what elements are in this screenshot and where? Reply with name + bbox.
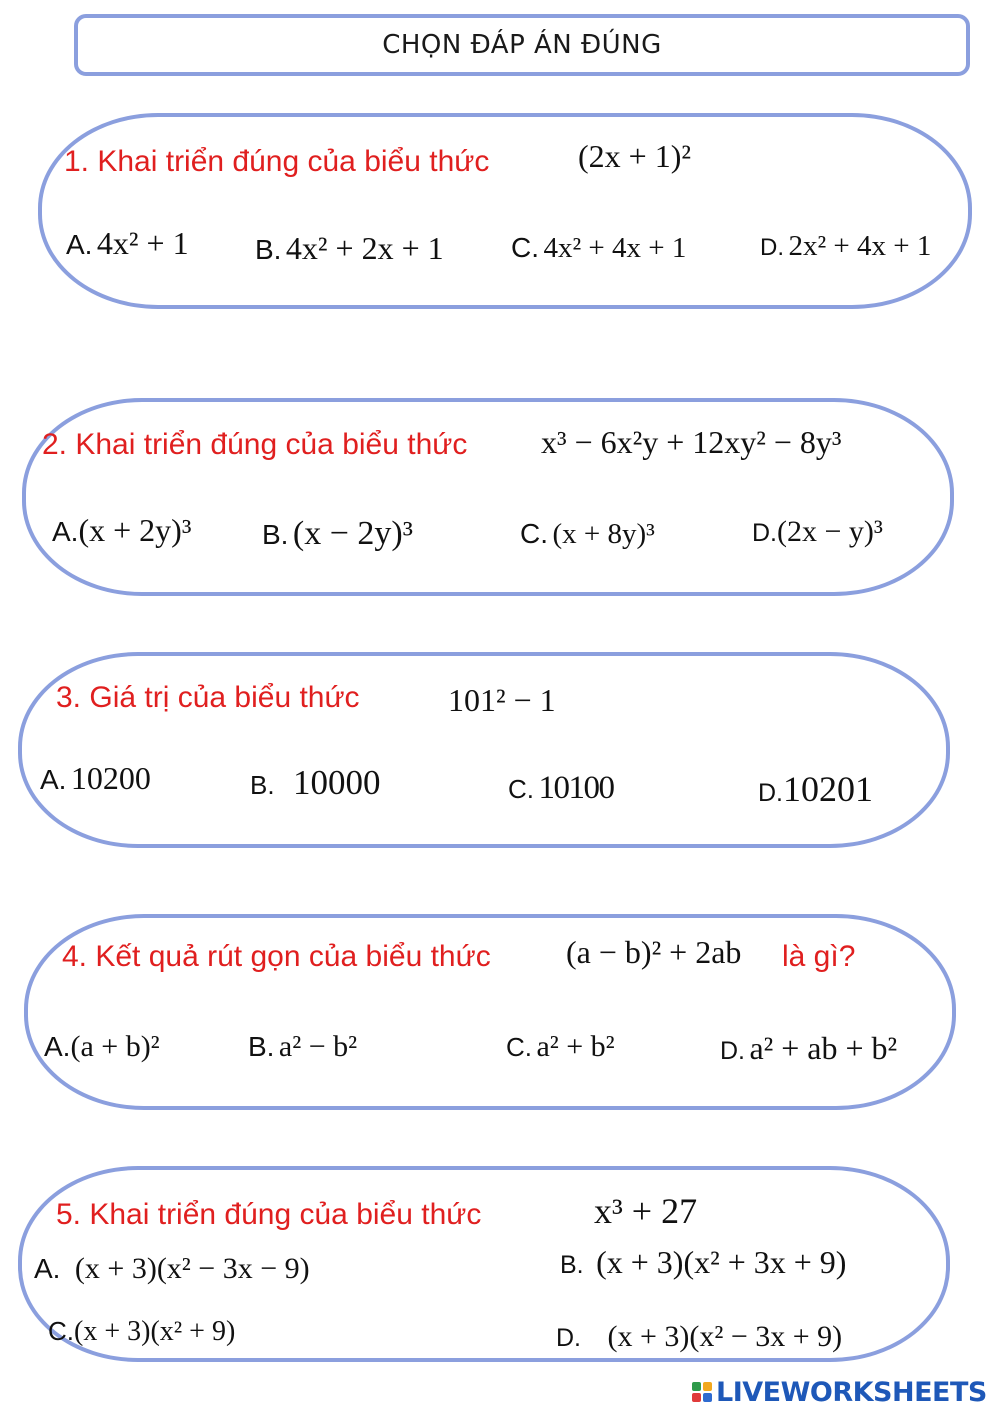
- option-letter: A.: [40, 764, 67, 795]
- option-letter: D.: [556, 1324, 581, 1352]
- option-letter: C.: [506, 1032, 532, 1062]
- option-letter: D.: [760, 234, 784, 261]
- question-1-prompt: 1. Khai triển đúng của biểu thức: [64, 145, 490, 178]
- question-5-prompt: 5. Khai triển đúng của biểu thức: [56, 1198, 482, 1231]
- option-letter: C.: [511, 232, 539, 263]
- option-value: (x + 2y)³: [78, 512, 192, 548]
- option-3c[interactable]: [508, 770, 613, 807]
- option-3d[interactable]: [758, 768, 873, 810]
- option-5a[interactable]: [34, 1252, 310, 1286]
- option-letter: C.: [48, 1316, 74, 1346]
- option-2b[interactable]: [262, 515, 413, 553]
- option-value: (x + 8y)³: [552, 518, 655, 550]
- brand-logo: [692, 1377, 992, 1407]
- option-value: 4x² + 1: [96, 225, 189, 261]
- option-letter: B.: [560, 1251, 584, 1279]
- question-2-expression: x³ − 6x²y + 12xy² − 8y³: [541, 424, 842, 460]
- option-letter: C.: [508, 774, 534, 804]
- option-4a[interactable]: [44, 1030, 160, 1064]
- option-value: a² + ab + b²: [749, 1030, 898, 1066]
- option-letter: D.: [758, 779, 783, 807]
- option-value: (2x − y)³: [777, 515, 883, 548]
- option-value: (x + 3)(x² + 3x + 9): [596, 1244, 847, 1280]
- brand-name: LIVEWORKSHEETS: [716, 1376, 987, 1408]
- option-value: a² − b²: [278, 1030, 358, 1063]
- option-3b[interactable]: [250, 763, 381, 803]
- option-1d[interactable]: [760, 230, 931, 263]
- option-value: 10200: [70, 760, 151, 796]
- option-5c[interactable]: [48, 1316, 235, 1348]
- option-letter: B.: [250, 770, 275, 800]
- option-value: 4x² + 2x + 1: [285, 230, 444, 266]
- option-letter: B.: [262, 519, 289, 550]
- option-letter: D.: [720, 1037, 745, 1065]
- option-3a[interactable]: [40, 760, 151, 797]
- option-1b[interactable]: [255, 230, 444, 267]
- option-2a[interactable]: [52, 512, 191, 549]
- option-value: 10000: [293, 763, 381, 802]
- option-value: (x + 3)(x² − 3x − 9): [74, 1252, 310, 1285]
- option-value: 2x² + 4x + 1: [788, 230, 932, 262]
- option-value: 10201: [783, 769, 873, 809]
- question-2-prompt: 2. Khai triển đúng của biểu thức: [42, 428, 468, 461]
- question-5-expression: x³ + 27: [594, 1191, 698, 1231]
- option-letter: A.: [66, 229, 93, 260]
- option-4b[interactable]: [248, 1030, 357, 1064]
- option-letter: A.: [34, 1253, 61, 1284]
- option-letter: A.: [44, 1031, 71, 1062]
- option-2d[interactable]: [752, 515, 883, 549]
- question-1-card: [38, 113, 972, 309]
- option-letter: B.: [248, 1031, 275, 1062]
- option-letter: B.: [255, 234, 282, 265]
- option-value: 4x² + 4x + 1: [543, 232, 687, 264]
- option-letter: C.: [520, 518, 548, 549]
- option-letter: A.: [52, 516, 79, 547]
- question-4-suffix: là gì?: [782, 940, 856, 973]
- option-value: (x + 3)(x² + 9): [74, 1316, 236, 1347]
- liveworksheets-logo-icon: [692, 1382, 712, 1402]
- option-2c[interactable]: [520, 518, 655, 551]
- question-1-expression: (2x + 1)²: [578, 138, 691, 174]
- option-5d[interactable]: [556, 1320, 842, 1354]
- option-value: (a + b)²: [70, 1030, 160, 1063]
- question-3-prompt: 3. Giá trị của biểu thức: [56, 681, 360, 714]
- question-3-expression: 101² − 1: [448, 682, 556, 718]
- question-4-expression: (a − b)² + 2ab: [566, 934, 742, 970]
- option-value: 10100: [538, 770, 614, 806]
- option-1c[interactable]: [511, 232, 686, 265]
- option-value: a² + b²: [536, 1030, 615, 1063]
- option-value: (x − 2y)³: [292, 515, 413, 552]
- option-1a[interactable]: [66, 225, 189, 262]
- option-letter: D.: [752, 519, 777, 547]
- page-title: CHỌN ĐÁP ÁN ĐÚNG: [74, 14, 970, 76]
- option-4d[interactable]: [720, 1030, 897, 1067]
- option-value: (x + 3)(x² − 3x + 9): [607, 1320, 843, 1353]
- question-4-prompt: 4. Kết quả rút gọn của biểu thức: [62, 940, 491, 973]
- option-4c[interactable]: [506, 1030, 615, 1064]
- option-5b[interactable]: [560, 1244, 846, 1281]
